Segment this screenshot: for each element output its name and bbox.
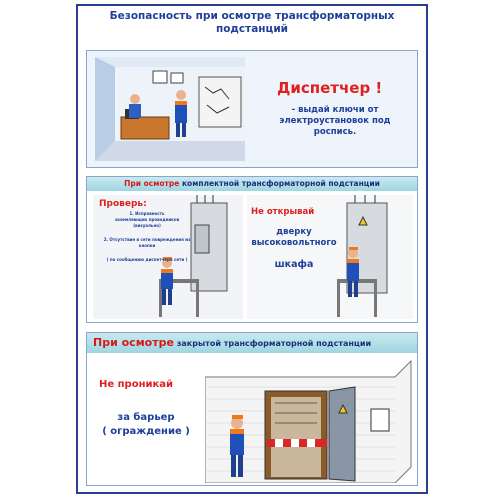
panel-closed-substation bbox=[86, 332, 418, 486]
check-item-1b: заземляющих проводников bbox=[114, 217, 180, 222]
dispatcher-instruction bbox=[255, 105, 415, 138]
panel3-banner-red: При осмотре bbox=[93, 336, 174, 349]
dont-open-text: Не открывай bbox=[251, 207, 315, 217]
panel-dispatcher bbox=[86, 50, 418, 168]
poster-frame bbox=[76, 4, 428, 494]
check-item-2b: кнопки bbox=[138, 243, 156, 248]
hv-door-text bbox=[249, 227, 339, 270]
dispatcher-line-2: электроустановок под bbox=[279, 116, 391, 126]
panel3-banner-text: закрытой трансформаторной подстанции bbox=[176, 339, 372, 348]
barrier-line-2: ( ограждение ) bbox=[102, 426, 190, 437]
panel2-banner-red: При осмотре bbox=[124, 179, 180, 188]
panel2-banner bbox=[87, 177, 417, 191]
closed-substation-illustration bbox=[205, 357, 413, 483]
check-item-2: 2. Отсутствие в сети повреждения из bbox=[103, 237, 191, 242]
barrier-line-1: за барьер bbox=[117, 412, 175, 423]
hv-door-line-2: высоковольтного bbox=[251, 238, 337, 248]
title-line-1: Безопасность при осмотре трансформаторных bbox=[109, 10, 395, 22]
check-list bbox=[97, 211, 197, 263]
dispatcher-line-1: - выдай ключи от bbox=[291, 105, 379, 115]
panel3-banner bbox=[87, 333, 417, 353]
title-line-2: подстанций bbox=[215, 23, 289, 35]
panel-complete-substation bbox=[86, 176, 418, 323]
control-room-illustration bbox=[95, 57, 245, 161]
check-item-3: ( по сообщению диспетчера сети ) bbox=[106, 257, 188, 262]
dispatcher-line-3: роспись. bbox=[313, 127, 357, 137]
check-item-1: 1. Исправность bbox=[129, 211, 165, 216]
panel2-banner-text: комплектной трансформаторной подстанции bbox=[181, 179, 380, 188]
dispatcher-heading: Диспетчер ! bbox=[277, 79, 383, 97]
barrier-text bbox=[91, 411, 201, 439]
check-heading: Проверь: bbox=[99, 199, 147, 209]
dont-enter-text: Не проникай bbox=[99, 379, 174, 390]
check-item-1c: (визуально) bbox=[133, 223, 161, 228]
hv-door-line-3: шкафа bbox=[274, 259, 314, 270]
hv-door-line-1: дверку bbox=[276, 227, 312, 237]
poster-title bbox=[78, 10, 426, 36]
